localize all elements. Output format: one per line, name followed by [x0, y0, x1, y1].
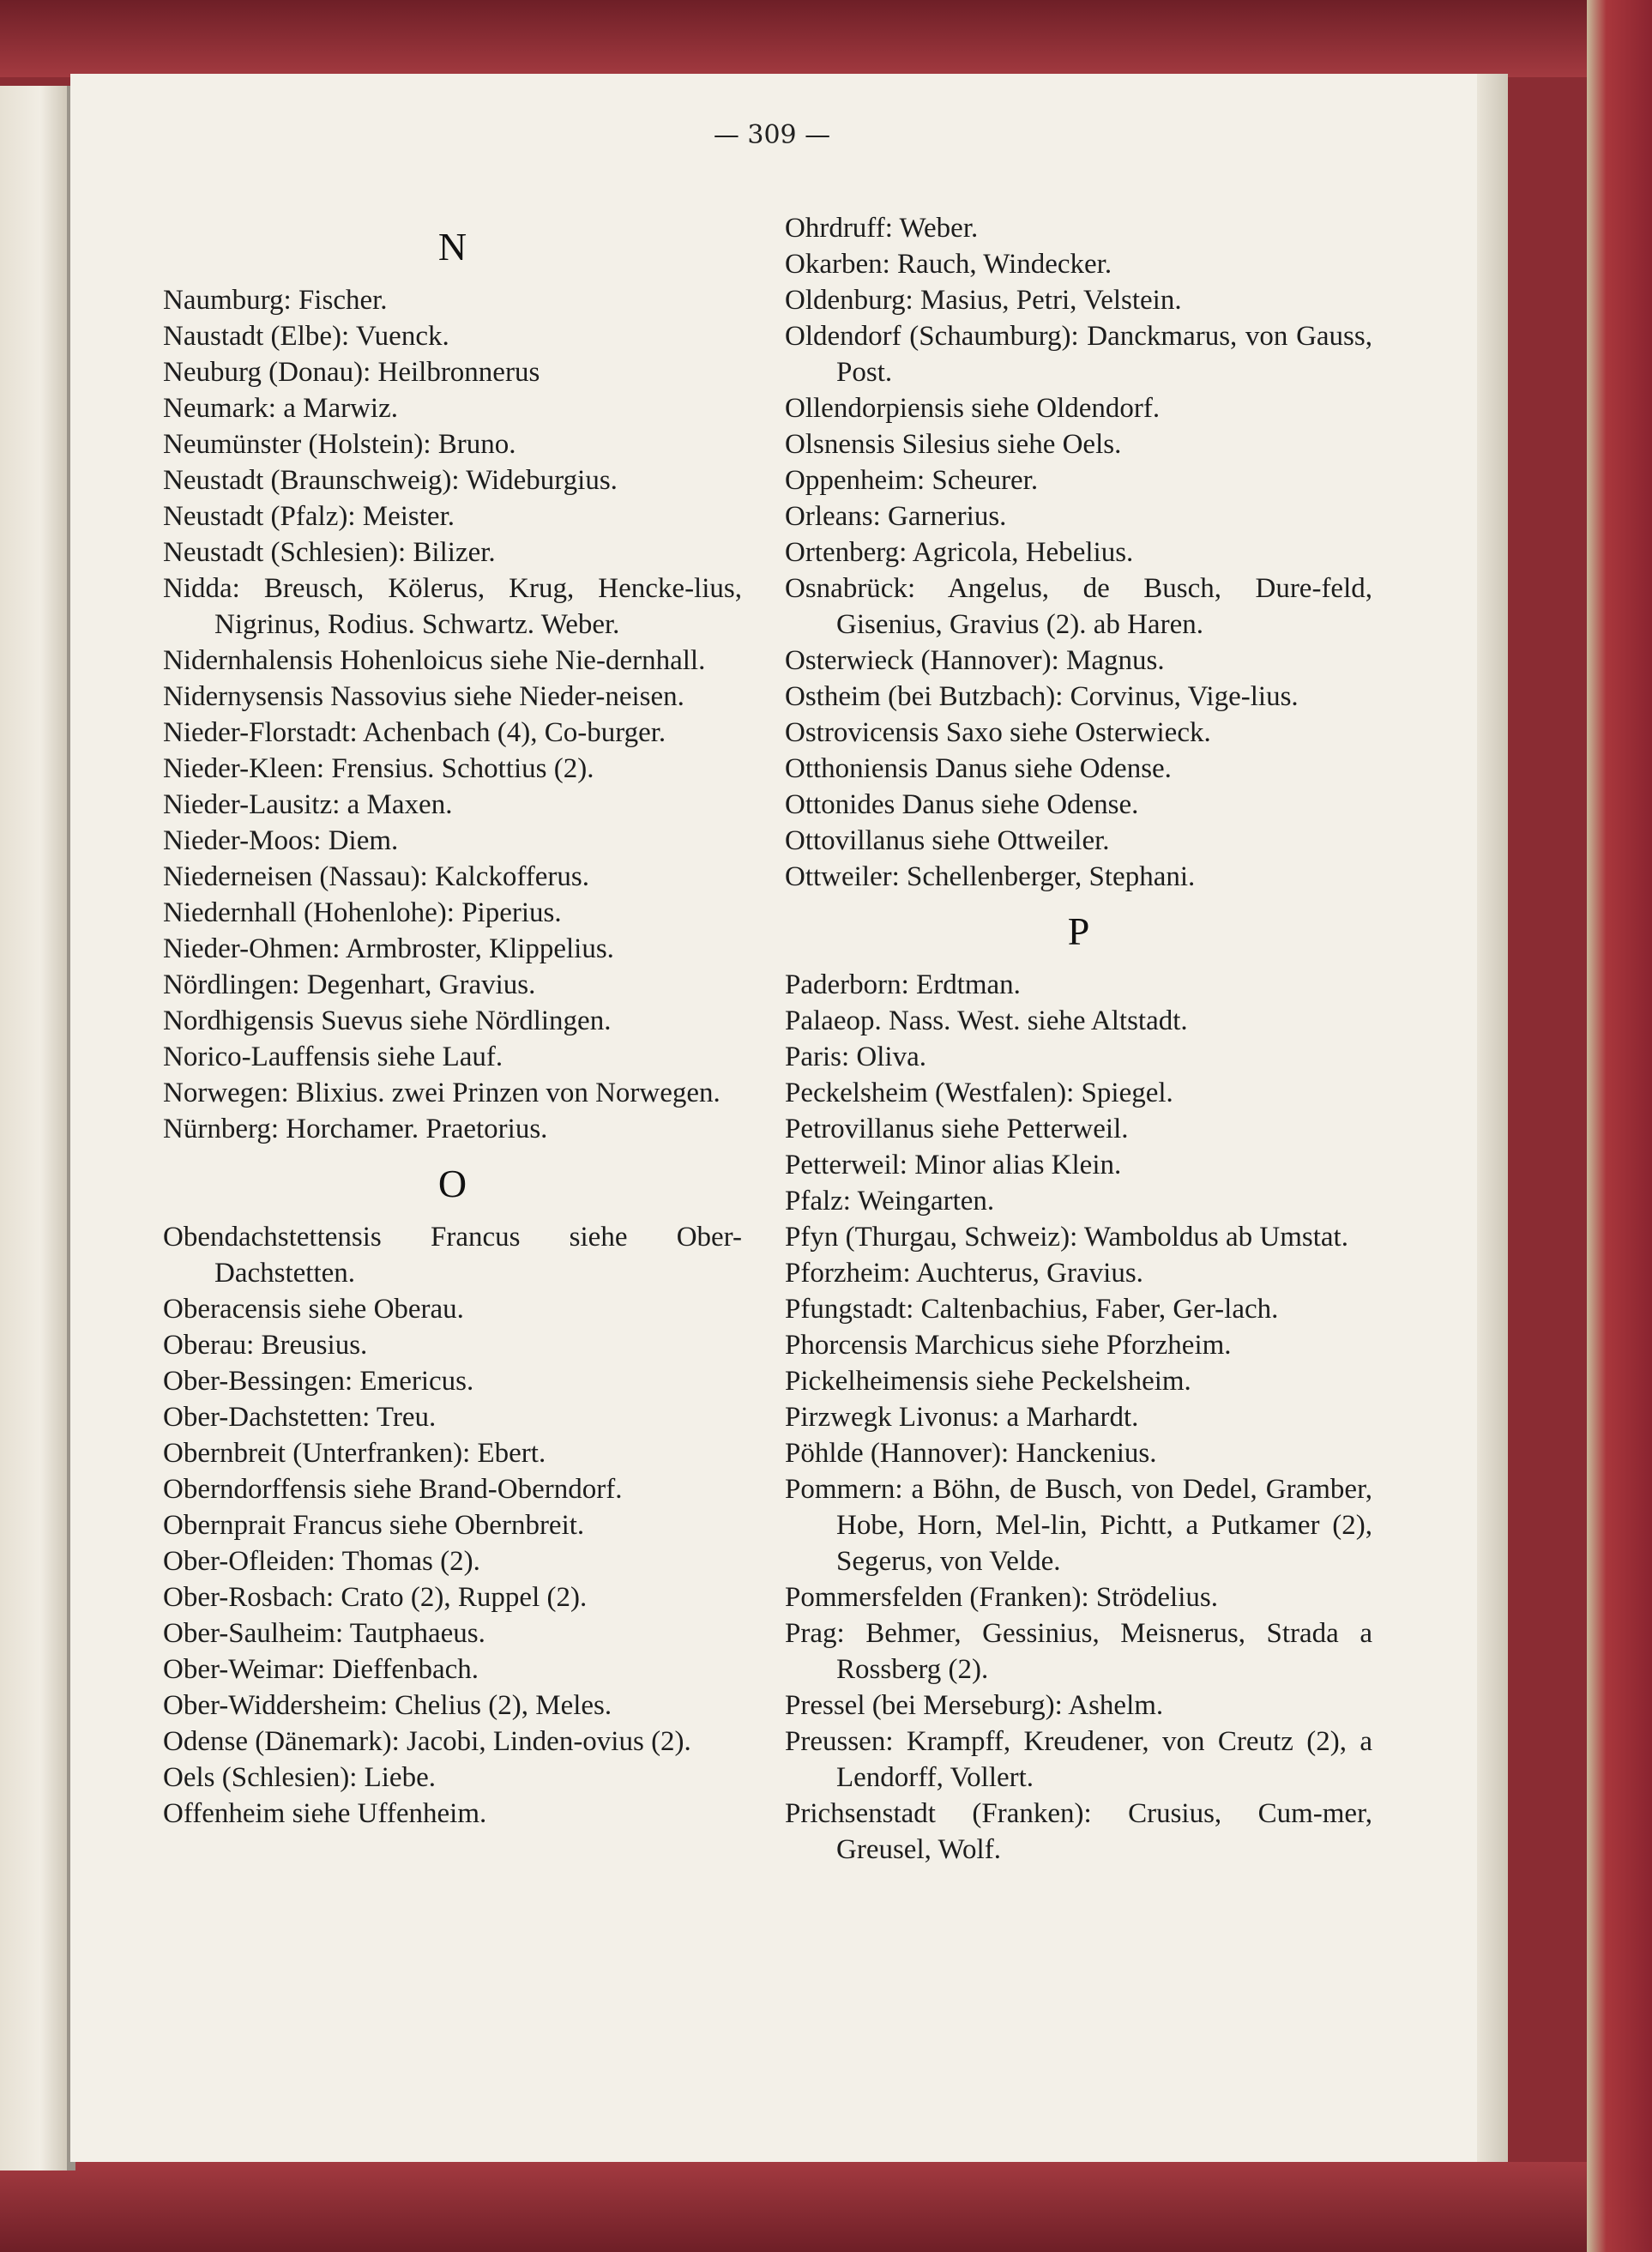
index-entry: Neuburg (Donau): Heilbronnerus [163, 357, 540, 388]
index-entry: Neumünster (Holstein): Bruno. [163, 429, 516, 460]
index-entry: Pforzheim: Auchterus, Gravius. [785, 1258, 1143, 1289]
index-entry: Offenheim siehe Uffenheim. [163, 1798, 487, 1829]
facing-page-edge [0, 86, 67, 2170]
index-entry: Nieder-Lausitz: a Maxen. [163, 789, 453, 820]
index-entry: Ober-Weimar: Dieffenbach. [163, 1654, 479, 1685]
index-entry: Osterwieck (Hannover): Magnus. [785, 645, 1165, 676]
index-entry: Norico-Lauffensis siehe Lauf. [163, 1041, 503, 1072]
index-entry: Ostrovicensis Saxo siehe Osterwieck. [785, 717, 1211, 748]
index-entry: Odense (Dänemark): Jacobi, Linden-ovius (2). [163, 1726, 691, 1757]
index-entry: Ortenberg: Agricola, Hebelius. [785, 537, 1134, 568]
index-entry: Neumark: a Marwiz. [163, 393, 398, 424]
index-entry: Palaeop. Nass. West. siehe Altstadt. [785, 1005, 1188, 1036]
index-entry: Pfalz: Weingarten. [785, 1186, 995, 1217]
index-entry: Neustadt (Pfalz): Meister. [163, 501, 455, 532]
right-column [785, 210, 1372, 1868]
index-entry: Preussen: Krampff, Kreudener, von Creutz (2), a Lendorff, Vollert. [785, 1726, 1372, 1793]
index-entry: Ohrdruff: Weber. [785, 213, 979, 244]
index-entry: Obernbreit (Unterfranken): Ebert. [163, 1438, 546, 1469]
index-entry: Ottonides Danus siehe Odense. [785, 789, 1139, 820]
index-entry: Ober-Ofleiden: Thomas (2). [163, 1546, 480, 1577]
page-stack-edge [1477, 74, 1508, 2162]
section-letter: O [437, 1162, 467, 1205]
index-entry: Oldenburg: Masius, Petri, Velstein. [785, 285, 1182, 316]
index-entry: Nieder-Ohmen: Armbroster, Klippelius. [163, 933, 614, 964]
index-entry: Naustadt (Elbe): Vuenck. [163, 321, 449, 352]
index-entry: Ottweiler: Schellenberger, Stephani. [785, 861, 1196, 892]
index-entry: Ober-Rosbach: Crato (2), Ruppel (2). [163, 1582, 588, 1613]
index-entry: Obendachstettensis Francus siehe Ober-Dachstetten. [163, 1222, 742, 1289]
index-entry: Prichsenstadt (Franken): Crusius, Cum-mer, Greusel, Wolf. [785, 1798, 1372, 1865]
index-entry: Pommern: a Böhn, de Busch, von Dedel, Gramber, Hobe, Horn, Mel-lin, Pichtt, a Putkamer (2), Segerus, von Velde. [785, 1474, 1372, 1577]
index-entry: Ober-Dachstetten: Treu. [163, 1402, 437, 1433]
index-entry: Nieder-Kleen: Frensius. Schottius (2). [163, 753, 594, 784]
index-entry: Pressel (bei Merseburg): Ashelm. [785, 1690, 1164, 1721]
index-entry: Neustadt (Braunschweig): Wideburgius. [163, 465, 618, 496]
index-entry: Nidernysensis Nassovius siehe Nieder-neisen. [163, 681, 684, 712]
book-cover-edge [1587, 0, 1652, 2252]
page-number: — 309 — [713, 120, 831, 150]
index-entry: Naumburg: Fischer. [163, 285, 388, 316]
index-entry: Obernprait Francus siehe Obernbreit. [163, 1510, 585, 1541]
index-entry: Ober-Bessingen: Emericus. [163, 1366, 474, 1397]
index-entry: Ottovillanus siehe Ottweiler. [785, 825, 1110, 856]
index-entry: Pfungstadt: Caltenbachius, Faber, Ger-lach. [785, 1294, 1279, 1325]
left-column [163, 210, 742, 1832]
index-entry: Oberacensis siehe Oberau. [163, 1294, 464, 1325]
index-entry: Paris: Oliva. [785, 1041, 926, 1072]
index-entry: Okarben: Rauch, Windecker. [785, 249, 1112, 280]
index-entry: Phorcensis Marchicus siehe Pforzheim. [785, 1330, 1232, 1361]
index-entry: Nordhigensis Suevus siehe Nördlingen. [163, 1005, 612, 1036]
index-entry: Ollendorpiensis siehe Oldendorf. [785, 393, 1161, 424]
section-letter: P [1067, 909, 1090, 953]
index-entry: Niederneisen (Nassau): Kalckofferus. [163, 861, 589, 892]
index-entry: Ostheim (bei Butzbach): Corvinus, Vige-lius. [785, 681, 1299, 712]
index-entry: Paderborn: Erdtman. [785, 969, 1021, 1000]
index-entry: Pickelheimensis siehe Peckelsheim. [785, 1366, 1191, 1397]
index-entry: Pirzwegk Livonus: a Marhardt. [785, 1402, 1139, 1433]
index-entry: Oldendorf (Schaumburg): Danckmarus, von Gauss, Post. [785, 321, 1372, 388]
index-entry: Nidernhalensis Hohenloicus siehe Nie-dernhall. [163, 645, 706, 676]
index-entry: Osnabrück: Angelus, de Busch, Dure-feld, Gisenius, Gravius (2). ab Haren. [785, 573, 1372, 640]
index-entry: Olsnensis Silesius siehe Oels. [785, 429, 1122, 460]
index-entry: Oels (Schlesien): Liebe. [163, 1762, 436, 1793]
index-entry: Niedernhall (Hohenlohe): Piperius. [163, 897, 562, 928]
index-entry: Prag: Behmer, Gessinius, Meisnerus, Strada a Rossberg (2). [785, 1618, 1372, 1685]
book-cover-top [0, 0, 1652, 77]
index-entry: Nördlingen: Degenhart, Gravius. [163, 969, 536, 1000]
index-entry: Pommersfelden (Franken): Strödelius. [785, 1582, 1218, 1613]
index-entry: Oppenheim: Scheurer. [785, 465, 1039, 496]
index-entry: Pfyn (Thurgau, Schweiz): Wamboldus ab Umstat. [785, 1222, 1348, 1253]
index-entry: Nieder-Florstadt: Achenbach (4), Co-burger. [163, 717, 666, 748]
index-entry: Oberau: Breusius. [163, 1330, 368, 1361]
index-entry: Otthoniensis Danus siehe Odense. [785, 753, 1172, 784]
index-entry: Norwegen: Blixius. zwei Prinzen von Norwegen. [163, 1078, 720, 1108]
index-entry: Nürnberg: Horchamer. Praetorius. [163, 1114, 548, 1144]
index-entry: Ober-Widdersheim: Chelius (2), Meles. [163, 1690, 612, 1721]
index-entry: Peckelsheim (Westfalen): Spiegel. [785, 1078, 1173, 1108]
index-entry: Petrovillanus siehe Petterweil. [785, 1114, 1129, 1144]
index-entry: Orleans: Garnerius. [785, 501, 1007, 532]
section-letter: N [437, 225, 467, 269]
index-entry: Ober-Saulheim: Tautphaeus. [163, 1618, 485, 1649]
index-entry: Oberndorffensis siehe Brand-Oberndorf. [163, 1474, 623, 1505]
index-entry: Nieder-Moos: Diem. [163, 825, 399, 856]
index-entry: Pöhlde (Hannover): Hanckenius. [785, 1438, 1157, 1469]
index-entry: Neustadt (Schlesien): Bilizer. [163, 537, 496, 568]
index-entry: Nidda: Breusch, Kölerus, Krug, Hencke-lius, Nigrinus, Rodius. Schwartz. Weber. [163, 573, 742, 640]
book-cover-bottom [0, 2162, 1652, 2252]
index-entry: Petterweil: Minor alias Klein. [785, 1150, 1122, 1180]
